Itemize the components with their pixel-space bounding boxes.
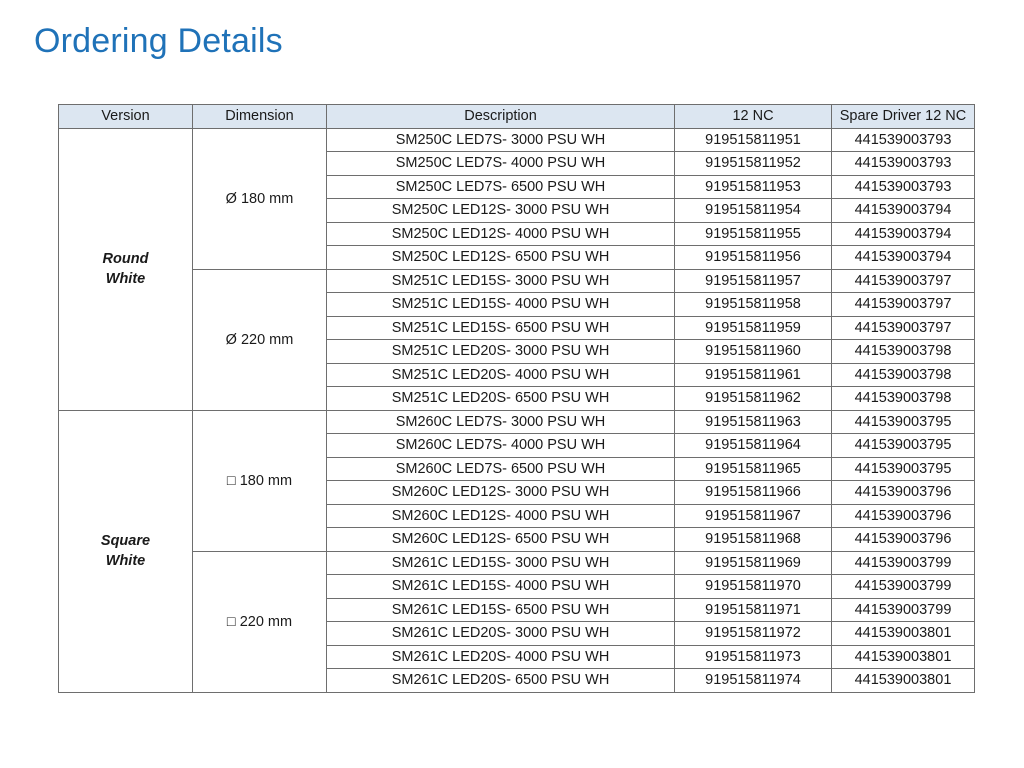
version-cell — [59, 128, 193, 410]
spare-driver-cell: 441539003795 — [832, 410, 975, 434]
description-cell: SM261C LED15S- 6500 PSU WH — [327, 598, 675, 622]
description-cell: SM250C LED7S- 4000 PSU WH — [327, 152, 675, 176]
spare-driver-cell: 441539003796 — [832, 504, 975, 528]
ordering-details-table — [58, 104, 975, 693]
nc12-cell: 919515811966 — [675, 481, 832, 505]
nc12-cell: 919515811970 — [675, 575, 832, 599]
table-body — [59, 128, 975, 692]
spare-driver-cell: 441539003794 — [832, 199, 975, 223]
header-dimension: Dimension — [193, 105, 327, 129]
table-header-row — [59, 105, 975, 129]
spare-driver-cell: 441539003799 — [832, 598, 975, 622]
dimension-cell: Ø 220 mm — [193, 269, 327, 410]
version-cell — [59, 410, 193, 692]
nc12-cell: 919515811957 — [675, 269, 832, 293]
dimension-cell: □ 220 mm — [193, 551, 327, 692]
spare-driver-cell: 441539003798 — [832, 340, 975, 364]
description-cell: SM250C LED12S- 4000 PSU WH — [327, 222, 675, 246]
description-cell: SM261C LED20S- 4000 PSU WH — [327, 645, 675, 669]
header-spare-driver-12nc: Spare Driver 12 NC — [832, 105, 975, 129]
spare-driver-cell: 441539003798 — [832, 363, 975, 387]
spare-driver-cell: 441539003796 — [832, 481, 975, 505]
version-label-line: Round — [102, 251, 149, 267]
nc12-cell: 919515811969 — [675, 551, 832, 575]
version-label-line: White — [105, 553, 146, 569]
version-label-line: Square — [100, 533, 151, 549]
spare-driver-cell: 441539003797 — [832, 316, 975, 340]
nc12-cell: 919515811958 — [675, 293, 832, 317]
spare-driver-cell: 441539003796 — [832, 528, 975, 552]
dimension-cell: □ 180 mm — [193, 410, 327, 551]
nc12-cell: 919515811952 — [675, 152, 832, 176]
spare-driver-cell: 441539003801 — [832, 669, 975, 693]
nc12-cell: 919515811972 — [675, 622, 832, 646]
description-cell: SM260C LED7S- 3000 PSU WH — [327, 410, 675, 434]
spare-driver-cell: 441539003795 — [832, 434, 975, 458]
description-cell: SM251C LED20S- 3000 PSU WH — [327, 340, 675, 364]
header-description: Description — [327, 105, 675, 129]
description-cell: SM260C LED7S- 6500 PSU WH — [327, 457, 675, 481]
description-cell: SM251C LED15S- 4000 PSU WH — [327, 293, 675, 317]
header-version: Version — [59, 105, 193, 129]
description-cell: SM260C LED12S- 4000 PSU WH — [327, 504, 675, 528]
spare-driver-cell: 441539003793 — [832, 152, 975, 176]
spare-driver-cell: 441539003797 — [832, 269, 975, 293]
description-cell: SM261C LED15S- 4000 PSU WH — [327, 575, 675, 599]
description-cell: SM261C LED15S- 3000 PSU WH — [327, 551, 675, 575]
spare-driver-cell: 441539003794 — [832, 222, 975, 246]
nc12-cell: 919515811959 — [675, 316, 832, 340]
nc12-cell: 919515811955 — [675, 222, 832, 246]
nc12-cell: 919515811965 — [675, 457, 832, 481]
description-cell: SM250C LED7S- 3000 PSU WH — [327, 128, 675, 152]
description-cell: SM251C LED20S- 4000 PSU WH — [327, 363, 675, 387]
spare-driver-cell: 441539003795 — [832, 457, 975, 481]
nc12-cell: 919515811953 — [675, 175, 832, 199]
table-row — [59, 128, 975, 152]
description-cell: SM251C LED20S- 6500 PSU WH — [327, 387, 675, 411]
nc12-cell: 919515811961 — [675, 363, 832, 387]
description-cell: SM260C LED7S- 4000 PSU WH — [327, 434, 675, 458]
version-label-line: White — [105, 271, 146, 287]
nc12-cell: 919515811962 — [675, 387, 832, 411]
nc12-cell: 919515811973 — [675, 645, 832, 669]
header-12nc: 12 NC — [675, 105, 832, 129]
description-cell: SM260C LED12S- 6500 PSU WH — [327, 528, 675, 552]
description-cell: SM261C LED20S- 6500 PSU WH — [327, 669, 675, 693]
spare-driver-cell: 441539003799 — [832, 551, 975, 575]
nc12-cell: 919515811954 — [675, 199, 832, 223]
description-cell: SM250C LED12S- 3000 PSU WH — [327, 199, 675, 223]
nc12-cell: 919515811960 — [675, 340, 832, 364]
spare-driver-cell: 441539003799 — [832, 575, 975, 599]
dimension-cell: Ø 180 mm — [193, 128, 327, 269]
nc12-cell: 919515811971 — [675, 598, 832, 622]
page-title: Ordering Details — [34, 22, 283, 60]
table-row — [59, 269, 975, 293]
nc12-cell: 919515811964 — [675, 434, 832, 458]
spare-driver-cell: 441539003793 — [832, 175, 975, 199]
nc12-cell: 919515811963 — [675, 410, 832, 434]
spare-driver-cell: 441539003801 — [832, 622, 975, 646]
description-cell: SM251C LED15S- 6500 PSU WH — [327, 316, 675, 340]
description-cell: SM250C LED7S- 6500 PSU WH — [327, 175, 675, 199]
table-row — [59, 551, 975, 575]
description-cell: SM261C LED20S- 3000 PSU WH — [327, 622, 675, 646]
nc12-cell: 919515811967 — [675, 504, 832, 528]
description-cell: SM251C LED15S- 3000 PSU WH — [327, 269, 675, 293]
spare-driver-cell: 441539003793 — [832, 128, 975, 152]
spare-driver-cell: 441539003801 — [832, 645, 975, 669]
description-cell: SM260C LED12S- 3000 PSU WH — [327, 481, 675, 505]
nc12-cell: 919515811951 — [675, 128, 832, 152]
description-cell: SM250C LED12S- 6500 PSU WH — [327, 246, 675, 270]
nc12-cell: 919515811974 — [675, 669, 832, 693]
spare-driver-cell: 441539003797 — [832, 293, 975, 317]
spare-driver-cell: 441539003794 — [832, 246, 975, 270]
nc12-cell: 919515811956 — [675, 246, 832, 270]
nc12-cell: 919515811968 — [675, 528, 832, 552]
table-row — [59, 410, 975, 434]
spare-driver-cell: 441539003798 — [832, 387, 975, 411]
